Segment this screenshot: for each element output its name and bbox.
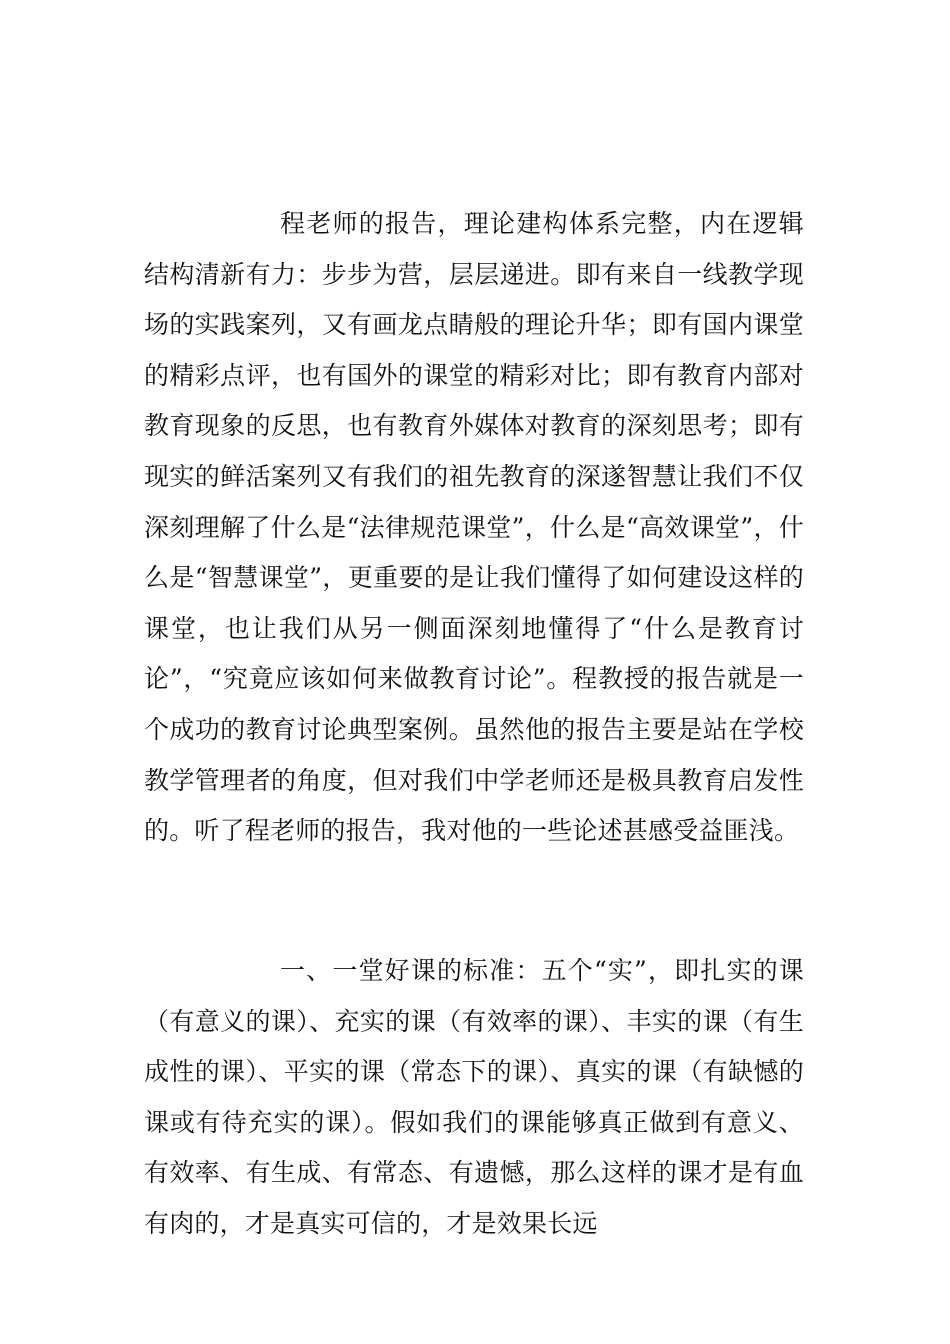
body-paragraph-2: 一、一堂好课的标准：五个“实”，即扎实的课（有意义的课）、充实的课（有效率的课）、丰实的课（有生成性的课）、平实的课（常态下的课）、真实的课（有缺憾的课或有待充实的课）。假如我们的课能够真正做到有意义、有效率、有生成、有常态、有遗憾，那么这样的课才是有血有肉的，才是真实可信的，才是效果长远	[144, 956, 804, 1238]
body-paragraph-1: 程老师的报告，理论建构体系完整，内在逻辑结构清新有力：步步为营，层层递进。即有来自一线教学现场的实践案列，又有画龙点睛般的理论升华；即有国内课堂的精彩点评，也有国外的课堂的精彩对比；即有教育内部对教育现象的反思，也有教育外媒体对教育的深刻思考；即有现实的鲜活案列又有我们的祖先教育的深遂智慧让我们不仅深刻理解了什么是“法律规范课堂”，什么是“高效课堂”，什么是“智慧课堂”，更重要的是让我们懂得了如何建设这样的课堂，也让我们从另一侧面深刻地懂得了“什么是教育讨论”，“究竟应该如何来做教育讨论”。程教授的报告就是一个成功的教育讨论典型案例。虽然他的报告主要是站在学校教学管理者的角度，但对我们中学老师还是极具教育启发性的。听了程老师的报告，我对他的一些论述甚感受益匪浅。	[144, 209, 804, 846]
